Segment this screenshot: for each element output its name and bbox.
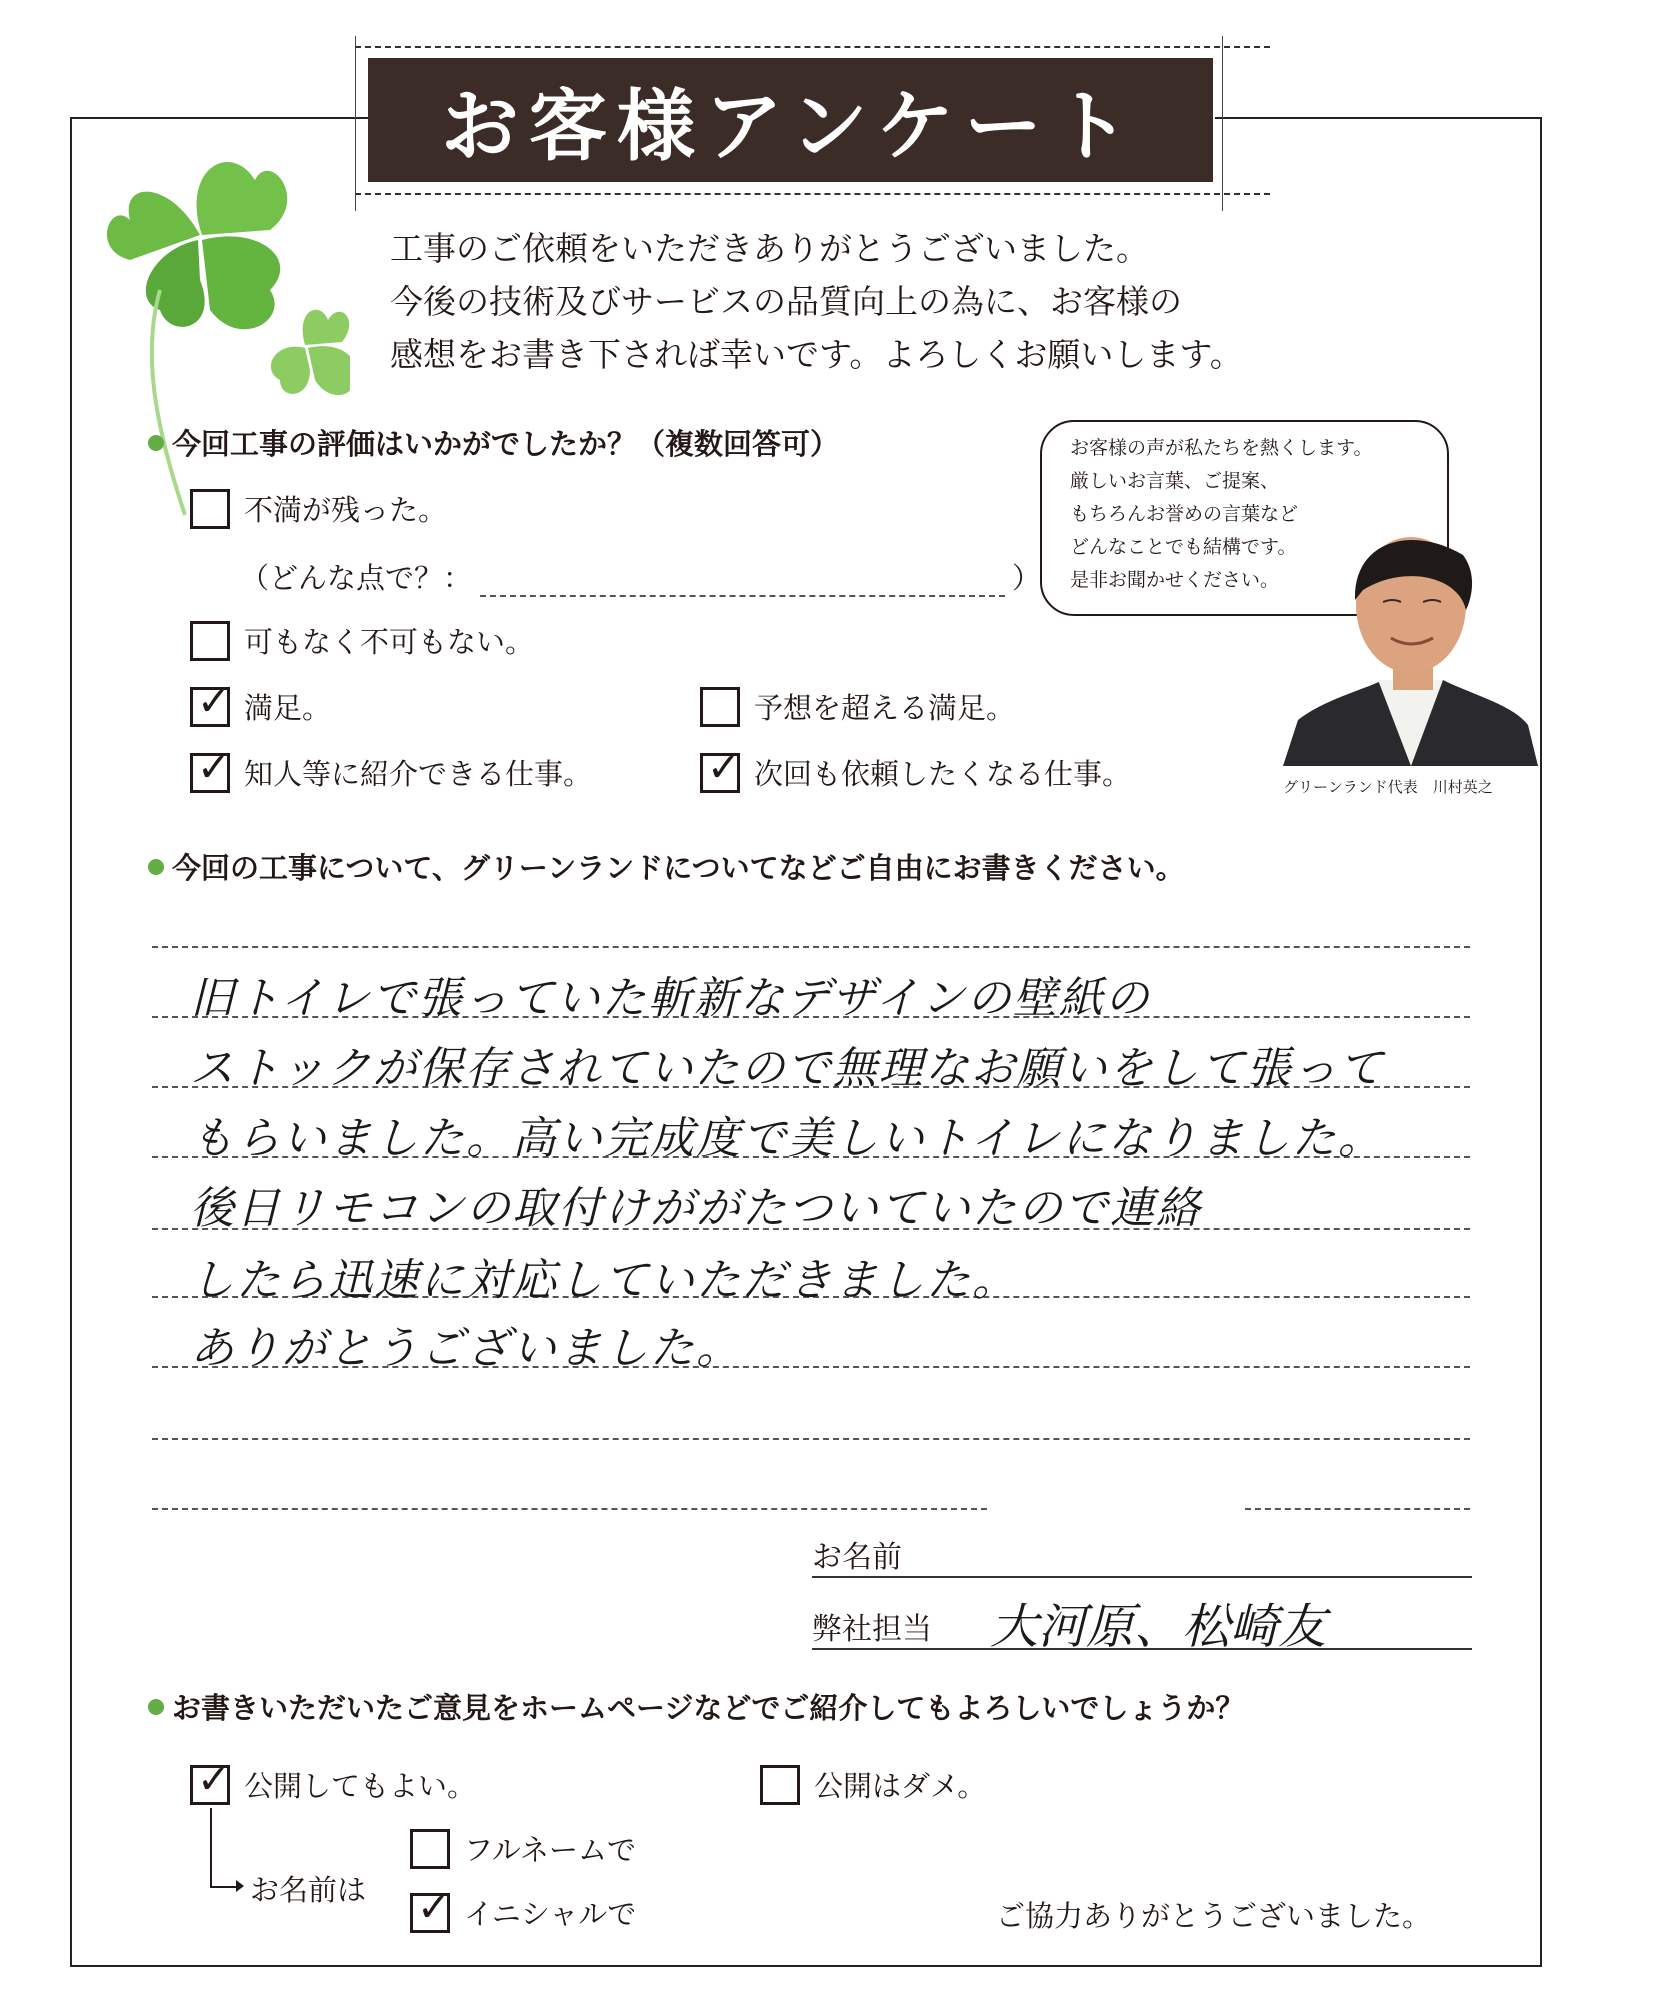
bullet-icon bbox=[148, 1699, 164, 1715]
arrow-head-icon bbox=[236, 1880, 244, 1892]
question3-title bbox=[148, 1686, 1244, 1727]
check-icon: ✓ bbox=[197, 678, 231, 725]
option-label: 可もなく不可もない。 bbox=[244, 625, 535, 659]
option-label: 予想を超える満足。 bbox=[754, 691, 1016, 725]
checkbox-checked[interactable] bbox=[190, 678, 231, 727]
detail-prompt: （どんな点で？： bbox=[240, 561, 473, 595]
frame-top-border-left bbox=[70, 117, 370, 119]
intro-line: 感想をお書き下されば幸いです。よろしくお願いします。 bbox=[390, 335, 1243, 374]
check-icon: ✓ bbox=[197, 1756, 231, 1803]
speech-line: どんなことでも結構です。 bbox=[1070, 536, 1297, 558]
detail-input-line[interactable] bbox=[480, 595, 1005, 597]
option-label: 公開はダメ。 bbox=[814, 1769, 987, 1803]
staff-name-field[interactable] bbox=[812, 1648, 1472, 1650]
representative-caption: グリーンランド代表 川村英之 bbox=[1283, 778, 1493, 796]
check-icon: ✓ bbox=[707, 744, 741, 791]
intro-line: 今後の技術及びサービスの品質向上の為に、お客様の bbox=[390, 282, 1182, 321]
check-icon: ✓ bbox=[197, 744, 231, 791]
checkbox-checked[interactable] bbox=[190, 744, 231, 793]
intro-text bbox=[390, 222, 1243, 381]
staff-label: 弊社担当 bbox=[812, 1612, 932, 1647]
name-format-label: お名前は bbox=[250, 1873, 367, 1907]
handwritten-line: したら迅速に対応していただきました。 bbox=[190, 1255, 1018, 1306]
checkbox-checked[interactable] bbox=[190, 1756, 231, 1805]
page-title: お客様アンケート bbox=[368, 58, 1213, 182]
checkbox[interactable] bbox=[190, 621, 230, 661]
q3-option-publish-no[interactable] bbox=[760, 1764, 986, 1805]
clover-icon bbox=[95, 140, 255, 300]
q1-detail-field bbox=[240, 556, 472, 597]
speech-line: お客様の声が私たちを熱くします。 bbox=[1070, 437, 1373, 459]
intro-line: 工事のご依頼をいただきありがとうございました。 bbox=[390, 229, 1149, 268]
question2-title-text: 今回の工事について、グリーンランドについてなどご自由にお書きください。 bbox=[172, 851, 1185, 885]
customer-name-label: お名前 bbox=[812, 1540, 902, 1575]
q1-option-dissatisfied[interactable] bbox=[190, 488, 447, 529]
checkbox[interactable] bbox=[190, 489, 230, 529]
checkbox[interactable] bbox=[410, 1829, 450, 1869]
arrow-right-icon bbox=[210, 1886, 238, 1888]
q1-option-neutral[interactable] bbox=[190, 620, 534, 661]
q3-name-fullname[interactable] bbox=[410, 1828, 636, 1869]
option-label: 次回も依頼したくなる仕事。 bbox=[754, 757, 1132, 791]
option-label: 知人等に紹介できる仕事。 bbox=[244, 757, 593, 791]
option-label: 不満が残った。 bbox=[244, 493, 448, 527]
bullet-icon bbox=[148, 859, 164, 875]
detail-close-paren: ） bbox=[1012, 561, 1042, 595]
q1-option-request-again[interactable] bbox=[700, 744, 1132, 793]
thanks-text: ご協力ありがとうございました。 bbox=[996, 1899, 1432, 1933]
writing-line bbox=[152, 1438, 1470, 1440]
question3-title-text: お書きいただいたご意見をホームページなどでご紹介してもよろしいでしょうか？ bbox=[172, 1691, 1245, 1725]
option-label: フルネームで bbox=[464, 1833, 636, 1867]
bullet-icon bbox=[148, 435, 164, 451]
checkbox-checked[interactable] bbox=[410, 1884, 451, 1933]
q1-option-exceeded[interactable] bbox=[700, 686, 1015, 727]
handwritten-line: 後日リモコンの取付けががたついていたので連絡 bbox=[190, 1183, 1202, 1234]
question1-title bbox=[148, 422, 839, 463]
customer-name-field[interactable] bbox=[812, 1576, 1472, 1578]
writing-line bbox=[152, 1508, 987, 1510]
handwritten-line: ストックが保存されていたので無理なお願いをして張って bbox=[190, 1043, 1385, 1094]
handwritten-line: 旧トイレで張っていた斬新なデザインの壁紙の bbox=[190, 973, 1151, 1024]
handwritten-line: ありがとうございました。 bbox=[190, 1323, 742, 1374]
q3-option-publish-ok[interactable] bbox=[190, 1756, 477, 1805]
q3-name-initials[interactable] bbox=[410, 1884, 637, 1933]
checkbox[interactable] bbox=[700, 687, 740, 727]
checkbox[interactable] bbox=[760, 1765, 800, 1805]
connector-line bbox=[210, 1808, 212, 1886]
speech-line: 厳しいお言葉、ご提案、 bbox=[1070, 470, 1280, 492]
writing-line bbox=[152, 946, 1470, 948]
checkbox-checked[interactable] bbox=[700, 744, 741, 793]
option-label: 公開してもよい。 bbox=[244, 1769, 477, 1803]
option-label: 満足。 bbox=[244, 691, 332, 725]
detail-close bbox=[1012, 556, 1041, 597]
question1-title-text: 今回工事の評価はいかがでしたか？（複数回答可） bbox=[172, 427, 840, 461]
option-label: イニシャルで bbox=[464, 1897, 637, 1931]
handwritten-line: もらいました。高い完成度で美しいトイレになりました。 bbox=[190, 1113, 1384, 1164]
q1-option-satisfied[interactable] bbox=[190, 678, 332, 727]
q1-option-recommend[interactable] bbox=[190, 744, 593, 793]
question2-title bbox=[148, 846, 1185, 887]
check-icon: ✓ bbox=[417, 1884, 451, 1931]
representative-photo bbox=[1283, 530, 1538, 766]
writing-line bbox=[1245, 1508, 1470, 1510]
speech-line: 是非お聞かせください。 bbox=[1070, 569, 1280, 591]
staff-name-value: 大河原、松崎友 bbox=[990, 1599, 1327, 1655]
speech-line: もちろんお誉めの言葉など bbox=[1070, 503, 1299, 525]
